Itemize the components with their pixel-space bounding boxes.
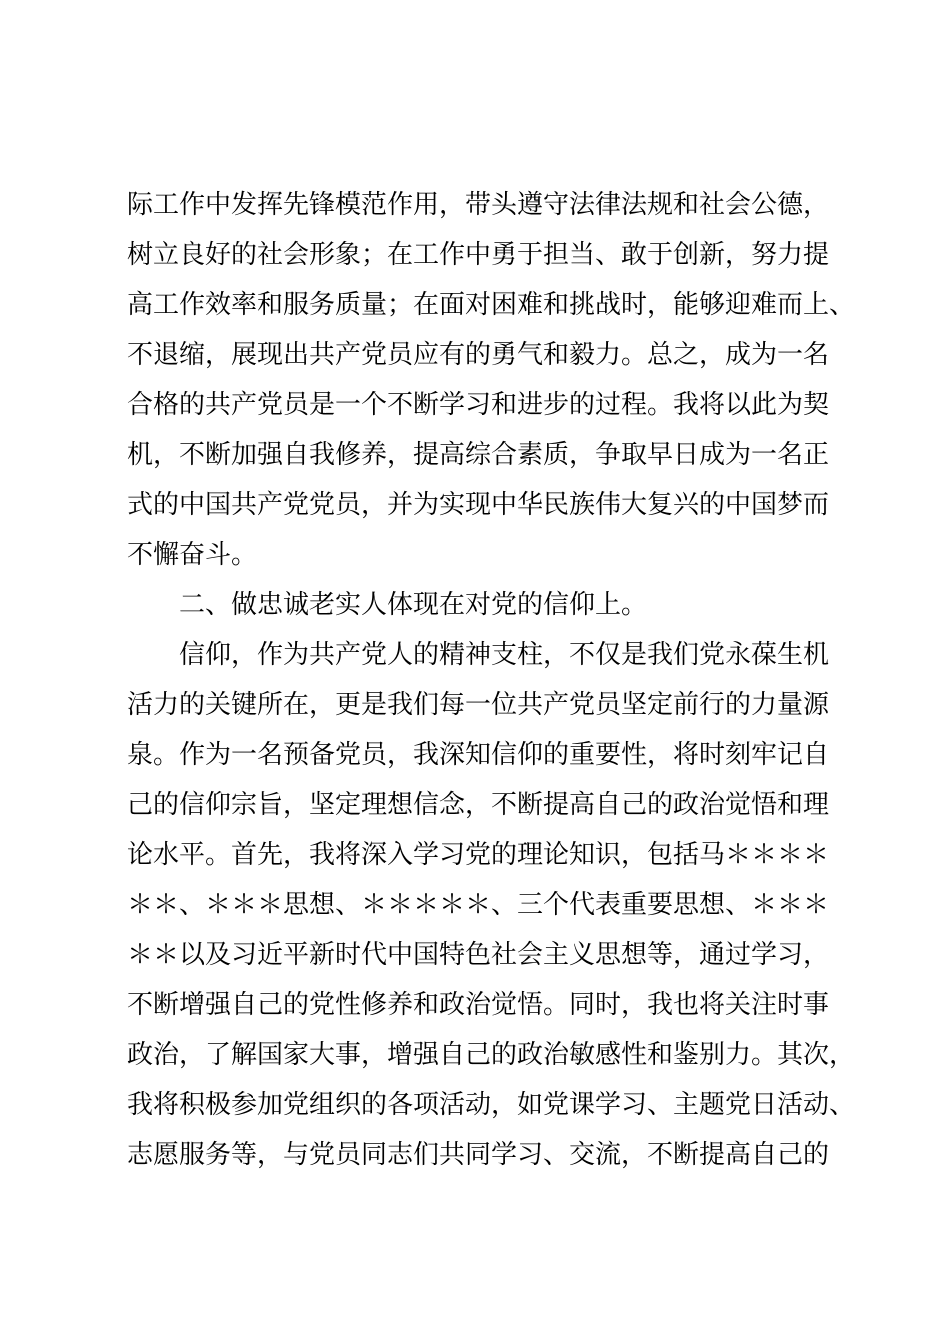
text-line: 不退缩，展现出共产党员应有的勇气和毅力。总之，成为一名 (127, 340, 830, 370)
text-line: 机，不断加强自我修养，提高综合素质，争取早日成为一名正 (127, 440, 830, 470)
text-line: 志愿服务等，与党员同志们共同学习、交流，不断提高自己的 (127, 1140, 830, 1170)
text-line: 泉。作为一名预备党员，我深知信仰的重要性，将时刻牢记自 (127, 740, 830, 770)
text-line: 政治，了解国家大事，增强自己的政治敏感性和鉴别力。其次， (127, 1040, 856, 1070)
body-text (127, 180, 856, 1180)
text-line: 活力的关键所在，更是我们每一位共产党员坚定前行的力量源 (127, 690, 830, 720)
text-line: 树立良好的社会形象；在工作中勇于担当、敢于创新，努力提 (127, 240, 830, 270)
text-line: 论水平。首先，我将深入学习党的理论知识，包括马＊＊＊＊ (127, 840, 830, 870)
text-line: 际工作中发挥先锋模范作用，带头遵守法律法规和社会公德， (127, 190, 830, 220)
text-line: ＊＊、＊＊＊思想、＊＊＊＊＊、三个代表重要思想、＊＊＊ (127, 890, 830, 920)
paragraph-first-line: 信仰，作为共产党人的精神支柱，不仅是我们党永葆生机 (179, 640, 830, 670)
text-line: ＊＊以及习近平新时代中国特色社会主义思想等，通过学习， (127, 940, 830, 970)
text-line: 式的中国共产党党员，并为实现中华民族伟大复兴的中国梦而 (127, 490, 830, 520)
text-line: 不懈奋斗。 (127, 540, 258, 570)
text-line: 我将积极参加党组织的各项活动，如党课学习、主题党日活动、 (127, 1090, 856, 1120)
text-line: 己的信仰宗旨，坚定理想信念，不断提高自己的政治觉悟和理 (127, 790, 830, 820)
text-line: 不断增强自己的党性修养和政治觉悟。同时，我也将关注时事 (127, 990, 830, 1020)
section-heading: 二、做忠诚老实人体现在对党的信仰上。 (179, 590, 648, 620)
text-line: 合格的共产党员是一个不断学习和进步的过程。我将以此为契 (127, 390, 830, 420)
text-line: 高工作效率和服务质量；在面对困难和挑战时，能够迎难而上、 (127, 290, 856, 320)
